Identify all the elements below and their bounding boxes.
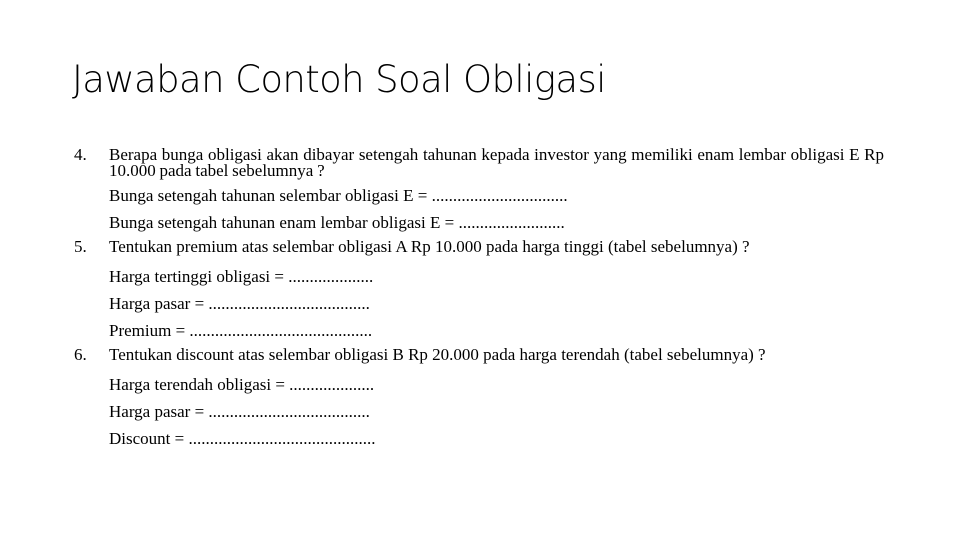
answer-line: Bunga setengah tahunan selembar obligasi E = ................................ — [109, 186, 568, 205]
item-number: 6. — [74, 345, 87, 364]
answer-line: Bunga setengah tahunan enam lembar obligasi E = ......................... — [109, 213, 565, 232]
item-number: 4. — [74, 145, 87, 164]
list-item-4 — [74, 144, 884, 236]
answer-list — [74, 144, 884, 452]
list-item-5 — [74, 236, 884, 344]
question-text: Tentukan discount atas selembar obligasi B Rp 20.000 pada harga terendah (tabel sebelumnya) ? — [109, 345, 766, 364]
question-text: Berapa bunga obligasi akan dibayar setengah tahunan kepada investor yang memiliki enam lembar obligasi E Rp 10.000 pada tabel sebelumnya ? — [109, 145, 884, 180]
answer-line: Harga tertinggi obligasi = .................... — [109, 267, 374, 286]
answer-line: Premium = ........................................... — [109, 321, 373, 340]
answer-line: Harga pasar = ...................................... — [109, 402, 370, 421]
answer-line: Discount = ............................................ — [109, 429, 376, 448]
answer-line: Harga terendah obligasi = .................... — [109, 375, 375, 394]
list-item-6 — [74, 344, 884, 452]
question-text: Tentukan premium atas selembar obligasi A Rp 10.000 pada harga tinggi (tabel sebelumnya) ? — [109, 237, 750, 256]
answer-line: Harga pasar = ...................................... — [109, 294, 370, 313]
item-number: 5. — [74, 237, 87, 256]
slide-title: Jawaban Contoh Soal Obligasi — [72, 58, 606, 101]
